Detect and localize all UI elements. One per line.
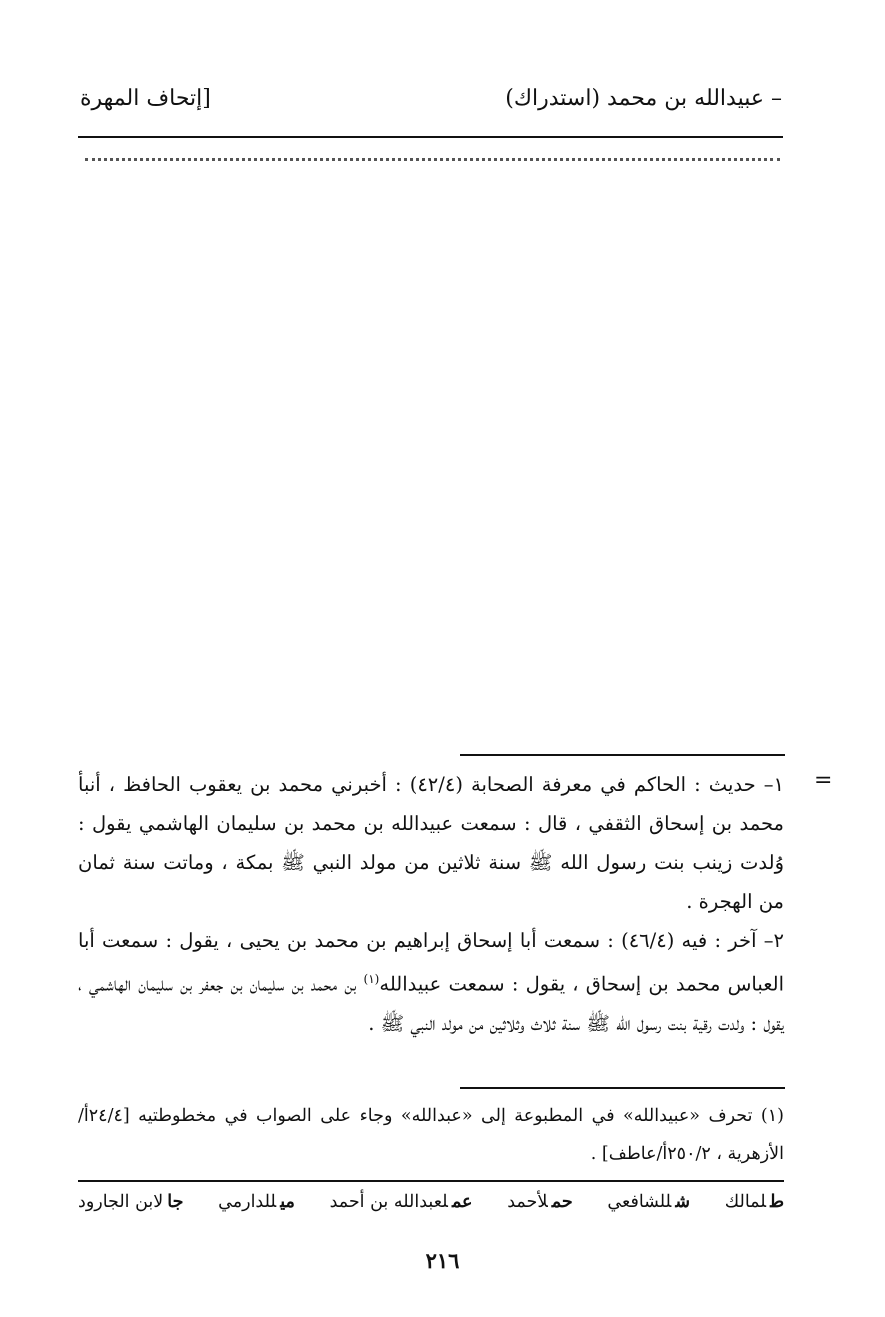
legend-item [607, 1192, 690, 1212]
footnote-rule [460, 1087, 785, 1089]
legend-item [330, 1192, 473, 1212]
footnote-reference: (١) [363, 972, 380, 986]
legend-item [725, 1192, 784, 1212]
page-number: ٢١٦ [425, 1248, 460, 1273]
legend-item [218, 1192, 295, 1212]
hadith-paragraph-1: ١– حديث : الحاكم في معرفة الصحابة (٤٢/٤) : أخبرني محمد بن يعقوب الحافظ ، أنبأ محمد بن إسحاق الثقفي ، قال : سمعت عبيدالله بن محمد بن سليمان الهاشمي يقول : وُلدت زينب بنت رسول الله ﷺ سنة ثلاثين من مولد النبي ﷺ بمكة ، وماتت سنة ثمان من الهجرة . [78, 773, 784, 913]
section-rule [460, 754, 785, 756]
legend-code: عم [451, 1192, 473, 1212]
legend-code: ش [675, 1192, 691, 1212]
legend-item [78, 1192, 183, 1212]
running-header-title: – عبيدالله بن محمد (استدراك) [505, 86, 782, 111]
legend-rule [78, 1180, 784, 1182]
legend-label: لابن الجارود [78, 1192, 164, 1212]
legend-label: لمالك [724, 1192, 767, 1212]
paragraph-2-text-b: بن محمد بن سليمان بن جعفر بن سليمان الهاشمي ، يقول : ولدت رقية بنت رسول الله ﷺ سنة ثلاث وثلاثين من مولد النبي ﷺ . [78, 972, 784, 1035]
legend-item [507, 1192, 573, 1212]
legend-code: حم [551, 1192, 573, 1212]
legend-label: لعبدالله بن أحمد [329, 1192, 448, 1212]
paragraph-2-text-a: ٢– آخر : فيه (٤٦/٤) : سمعت أبا إسحاق إبراهيم بن محمد بن يحيى ، يقول : سمعت أبا العباس محمد بن إسحاق ، يقول : سمعت عبيدالله [78, 929, 784, 996]
dotted-separator [85, 158, 780, 161]
legend-label: للشافعي [607, 1192, 672, 1212]
header-rule [78, 136, 783, 138]
legend-code: جا [167, 1192, 184, 1212]
running-header-book: [إتحاف المهرة [80, 86, 211, 111]
hadith-paragraph-2 [78, 921, 784, 1043]
legend-label: لأحمد [507, 1192, 548, 1212]
margin-continuation-mark: = [814, 768, 833, 793]
footnote-text: (١) تحرف «عبيدالله» في المطبوعة إلى «عبدالله» وجاء على الصواب في مخطوطتيه [٢٤/٤أ/ الأزهرية ، ٢٥٠/٢أ/عاطف] . [78, 1106, 784, 1164]
legend-code: ط [770, 1192, 784, 1212]
abbreviation-legend [78, 1192, 784, 1212]
legend-code: مي [280, 1192, 295, 1212]
legend-label: للدارمي [218, 1192, 277, 1212]
